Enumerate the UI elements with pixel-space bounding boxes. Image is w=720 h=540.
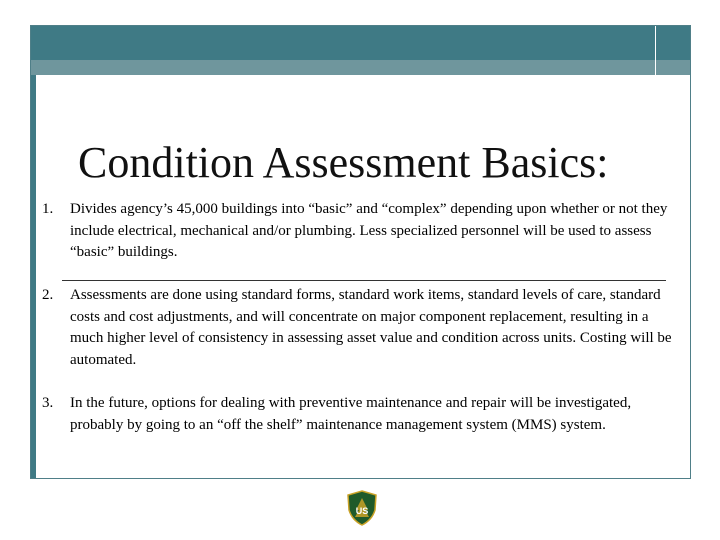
list-item-number: 3. bbox=[42, 395, 54, 411]
list-item bbox=[42, 199, 672, 264]
list-item-text: Assessments are done using standard forms, standard work items, standard levels of care, standard costs and cost adjustments, and will concentrate on major component replacement, resulting in a much higher level of consistency in assessing asset value and condition across units. Costing will be automated. bbox=[70, 287, 672, 368]
list-item-text: In the future, options for dealing with preventive maintenance and repair will be investigated, probably by going to an “off the shelf” maintenance management system (MMS) system. bbox=[70, 395, 632, 433]
forest-service-shield-icon bbox=[346, 490, 378, 526]
list-item bbox=[42, 393, 672, 436]
list-item bbox=[42, 285, 672, 371]
list-item-text: Divides agency’s 45,000 buildings into “basic” and “complex” depending upon whether or not they include electrical, mechanical and/or plumbing. Less specialized personnel will be used to assess “basic” buildings. bbox=[70, 201, 668, 260]
slide-title: Condition Assessment Basics: bbox=[78, 138, 609, 187]
list-item-number: 1. bbox=[42, 201, 54, 217]
divider bbox=[62, 280, 666, 281]
logo-text: US bbox=[355, 506, 369, 516]
list-item-number: 2. bbox=[42, 287, 54, 303]
